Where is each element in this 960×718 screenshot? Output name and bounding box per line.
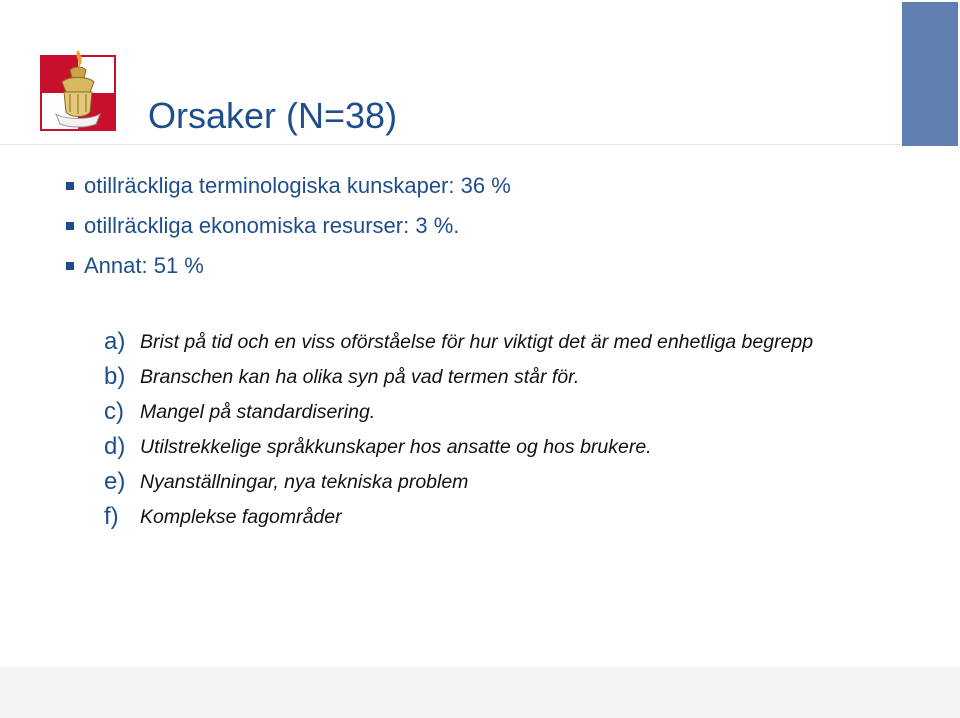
reason-marker: e)	[104, 468, 126, 495]
reason-item	[104, 360, 884, 394]
summary-bullet-list	[66, 166, 511, 286]
corner-accent-block	[902, 2, 958, 146]
reason-text: Brist på tid och en viss oförståelse för hur viktigt det är med enhetliga begrepp	[140, 331, 814, 353]
reason-marker: a)	[104, 328, 126, 355]
square-bullet-icon	[66, 182, 74, 190]
reason-marker: c)	[104, 398, 124, 425]
reason-text: Komplekse fagområder	[140, 506, 342, 528]
bullet-text: otillräckliga terminologiska kunskaper: 36 %	[84, 173, 511, 198]
bullet-text: otillräckliga ekonomiska resurser: 3 %.	[84, 213, 460, 238]
reason-item	[104, 395, 884, 429]
reason-item	[104, 500, 884, 534]
bullet-item	[66, 166, 511, 206]
square-bullet-icon	[66, 222, 74, 230]
reason-item	[104, 325, 884, 359]
reasons-list	[104, 325, 884, 535]
reason-item	[104, 430, 884, 464]
slide-title: Orsaker (N=38)	[148, 95, 398, 136]
reason-item	[104, 465, 884, 499]
reason-marker: f)	[104, 503, 119, 530]
reason-text: Branschen kan ha olika syn på vad termen står för.	[140, 366, 580, 388]
square-bullet-icon	[66, 262, 74, 270]
footer-bar	[0, 667, 960, 718]
header-divider	[0, 144, 902, 145]
reason-text: Nyanställningar, nya tekniska problem	[140, 471, 469, 493]
reason-marker: b)	[104, 363, 126, 390]
reason-marker: d)	[104, 433, 126, 460]
reason-text: Mangel på standardisering.	[140, 401, 376, 423]
bullet-item	[66, 246, 511, 286]
bullet-text: Annat: 51 %	[84, 253, 204, 278]
reason-text: Utilstrekkelige språkkunskaper hos ansatte og hos brukere.	[140, 436, 652, 458]
bullet-item	[66, 206, 511, 246]
coat-of-arms-icon	[40, 48, 116, 132]
